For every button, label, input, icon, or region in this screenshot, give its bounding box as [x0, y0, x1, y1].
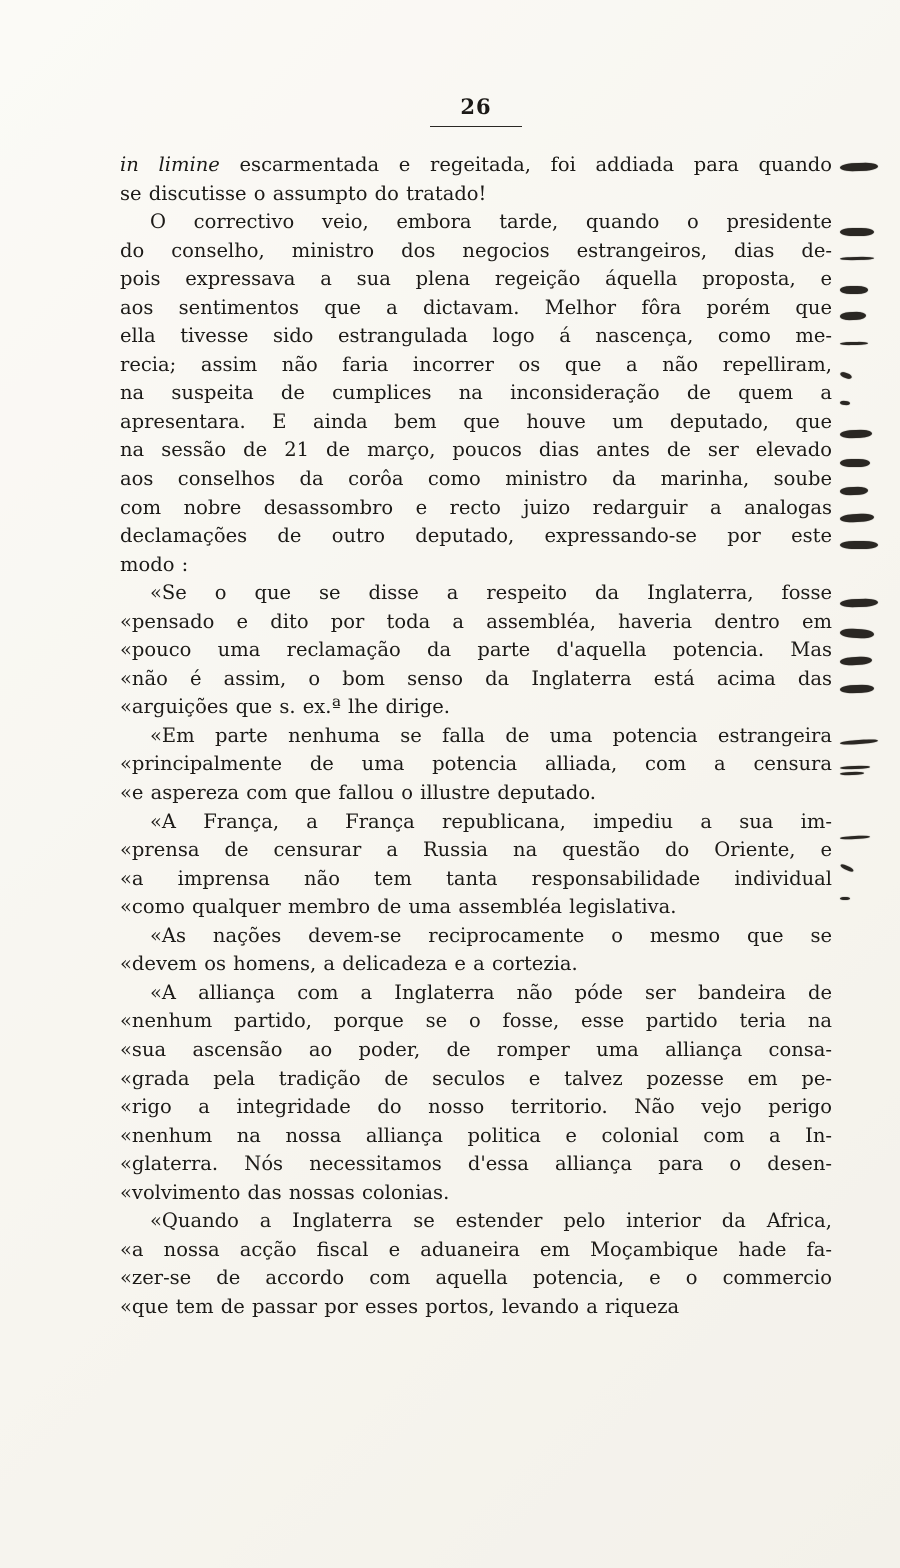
text-line: «rigo a integridade do nosso territorio. Não vejo perigo [120, 1095, 832, 1119]
text-column [120, 151, 832, 1321]
text-line: «glaterra. Nós necessitamos d'essa alliança para o desen- [120, 1152, 832, 1176]
ink-mark [840, 513, 874, 523]
ink-mark [840, 863, 854, 873]
ink-mark [840, 656, 872, 666]
text-line: «que tem de passar por esses portos, levando a riqueza [120, 1294, 680, 1318]
text-line: pois expressava a sua plena regeição áquella proposta, e [120, 267, 832, 291]
margin-ink-marks [834, 0, 900, 1568]
ink-mark [840, 739, 878, 746]
text-line: «As nações devem-se reciprocamente o mesmo que se [150, 923, 832, 947]
ink-mark [840, 541, 878, 549]
text-line: O correctivo veio, embora tarde, quando o presidente [150, 210, 832, 234]
text-line: modo : [120, 552, 189, 576]
text-line: «zer-se de accordo com aquella potencia, e o commercio [120, 1266, 832, 1290]
text-line: «Em parte nenhuma se falla de uma potencia estrangeira [150, 723, 832, 747]
text-line: «nenhum na nossa alliança politica e colonial com a In- [120, 1123, 832, 1147]
text-line: «Quando a Inglaterra se estender pelo interior da Africa, [150, 1209, 832, 1233]
ink-mark [840, 772, 864, 776]
text-line: na sessão de 21 de março, poucos dias antes de ser elevado [120, 438, 832, 462]
ink-mark [840, 162, 878, 171]
page-header [120, 94, 832, 127]
text-line: «não é assim, o bom senso da Inglaterra está acima das [120, 666, 832, 690]
ink-mark [840, 228, 874, 236]
text-line: «A França, a França republicana, impediu a sua im- [150, 809, 832, 833]
text-line: «arguições que s. ex.ª lhe dirige. [120, 695, 450, 719]
ink-mark [840, 835, 870, 840]
paragraph [120, 922, 832, 979]
ink-mark [840, 312, 866, 321]
text-line: «a imprensa não tem tanta responsabilidade individual [120, 866, 832, 890]
text-line: «A alliança com a Inglaterra não póde ser bandeira de [150, 980, 832, 1004]
text-line: «nenhum partido, porque se o fosse, esse partido teria na [120, 1009, 832, 1033]
paragraph [120, 1207, 832, 1321]
paragraph [120, 208, 832, 579]
text-line: declamações de outro deputado, expressando-se por este [120, 524, 832, 548]
ink-mark [840, 401, 850, 406]
text-line: «sua ascensão ao poder, de romper uma alliança consa- [120, 1037, 832, 1061]
ink-mark [840, 487, 868, 496]
text-line: «prensa de censurar a Russia na questão do Oriente, e [120, 838, 832, 862]
text-line: «pouco uma reclamação da parte d'aquella potencia. Mas [120, 638, 832, 662]
text-line: ella tivesse sido estrangulada logo á nascença, como me- [120, 324, 832, 348]
text-line: «a nossa acção fiscal e aduaneira em Moçambique hade fa- [120, 1237, 832, 1261]
ink-mark [840, 628, 874, 639]
ink-mark [840, 371, 853, 380]
paragraph [120, 151, 832, 208]
text-line: apresentara. E ainda bem que houve um deputado, que [120, 409, 832, 433]
text-line: «principalmente de uma potencia alliada, com a censura [120, 752, 832, 776]
ink-mark [840, 897, 850, 900]
text-line: «volvimento das nossas colonias. [120, 1180, 450, 1204]
text-line: com nobre desassombro e recto juizo redarguir a analogas [120, 495, 832, 519]
text-line: «grada pela tradição de seculos e talvez pozesse em pe- [120, 1066, 832, 1090]
ink-mark [840, 257, 874, 261]
text-line: aos conselhos da corôa como ministro da marinha, soube [120, 467, 832, 491]
text-line: na suspeita de cumplices na inconsideração de quem a [120, 381, 832, 405]
text-line: aos sentimentos que a dictavam. Melhor fôra porém que [120, 295, 832, 319]
ink-mark [840, 459, 870, 467]
ink-mark [840, 286, 868, 294]
ink-mark [840, 598, 878, 607]
italic-phrase: in limine [120, 153, 220, 176]
page-number: 26 [430, 94, 521, 127]
text-line: «pensado e dito por toda a assembléa, haveria dentro em [120, 609, 832, 633]
paragraph [120, 722, 832, 808]
text-line: «Se o que se disse a respeito da Inglaterra, fosse [150, 581, 832, 605]
text-line: recia; assim não faria incorrer os que a não repelliram, [120, 352, 832, 376]
paragraph [120, 808, 832, 922]
ink-mark [840, 684, 874, 693]
text-line: «devem os homens, a delicadeza e a cortezia. [120, 952, 578, 976]
text-line: in limine escarmentada e regeitada, foi addiada para quando [120, 153, 833, 176]
text-line: do conselho, ministro dos negocios estrangeiros, dias de- [120, 238, 832, 262]
ink-mark [840, 429, 872, 438]
paragraph [120, 579, 832, 722]
text-line: «e aspereza com que fallou o illustre deputado. [120, 781, 596, 805]
ink-mark [840, 342, 868, 345]
text-line: «como qualquer membro de uma assembléa legislativa. [120, 895, 677, 919]
ink-mark [840, 765, 870, 769]
paragraph [120, 979, 832, 1207]
text-line: se discutisse o assumpto do tratado! [120, 181, 487, 205]
